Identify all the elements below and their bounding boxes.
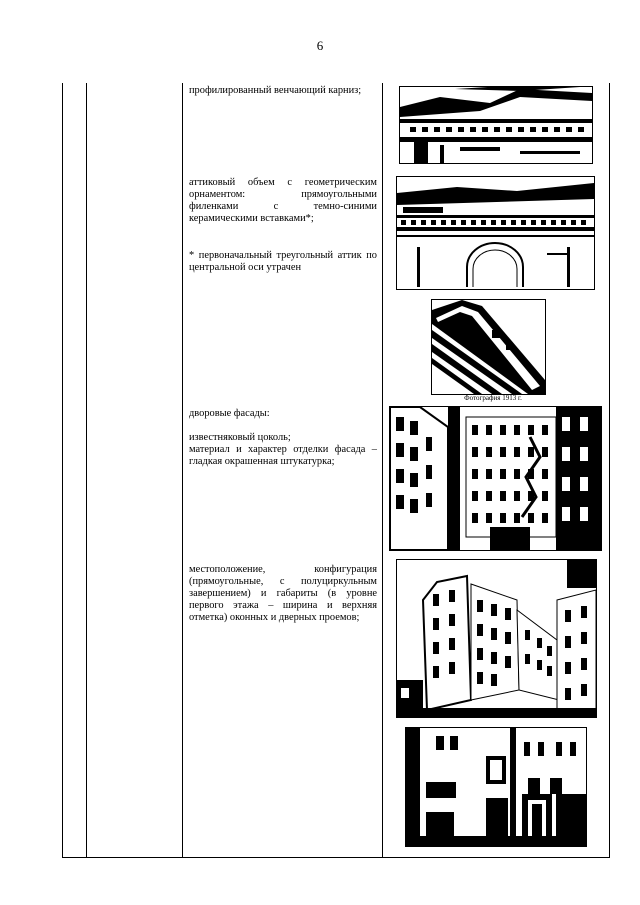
openings-photo-ground-floor — [405, 727, 587, 847]
courtyard-heading: дворовые фасады: — [189, 408, 270, 419]
openings-photo-corner — [396, 559, 597, 718]
page-number: 6 — [316, 38, 324, 53]
cornice-text: профилированный венчающий карниз; — [189, 85, 362, 96]
attic-line-1: аттиковый объем с геометрическим — [189, 177, 377, 188]
historic-photo-1913 — [431, 299, 546, 395]
attic-line-2: орнаментом: прямоугольными — [189, 189, 377, 200]
courtyard-finish: материал и характер отделки фасада – гладкая окрашенная штукатурка; — [189, 444, 377, 467]
attic-photo — [396, 176, 595, 290]
courtyard-photo — [389, 406, 602, 551]
attic-description — [189, 177, 377, 225]
attic-line-3: филенками с темно-синими — [189, 201, 377, 212]
courtyard-plinth: известняковый цоколь; — [189, 432, 291, 443]
openings-text: местоположение, конфигурация (прямоугольные, с полуциркульным завершением) и габариты (в уровне первого этажа – ширина и верхняя отметка) оконных и дверных проемов; — [189, 564, 377, 623]
cornice-photo — [399, 86, 593, 164]
photo-caption-1913: Фотография 1913 г. — [464, 394, 522, 402]
attic-footnote: * первоначальный треугольный аттик по центральной оси утрачен — [189, 250, 377, 273]
attic-line-4: керамическими вставками*; — [189, 213, 314, 224]
